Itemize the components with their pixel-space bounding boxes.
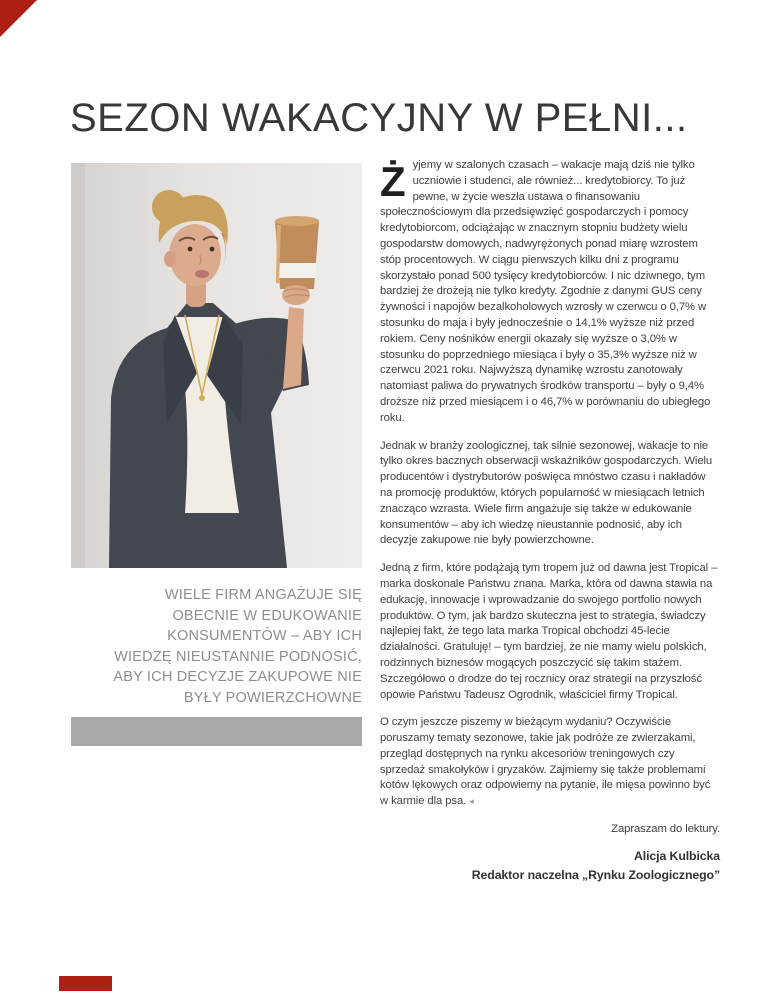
red-corner-accent [0, 0, 37, 37]
drop-cap: Ż [380, 158, 406, 205]
paragraph-text: yjemy w szalonych czasach – wakacje mają dziś nie tylko uczniowie i studenci, ale również... kredytobiorcy. To już pewne, w życie weszła ustawa o finansowaniu społecznościowym dla przedsięwzięć gospodarczych i pomocy kredytobiorcom, odciążając w znacznym stopniu budżety wielu gospodarstw domowych, nadwyrężonych ponad miarę wzrostem stóp procentowych. W ciągu pierwszych kilku dni z programu skorzystało ponad 500 tysięcy kredytobiorców. I nic dziwnego, tym bardziej że drożeją nie tylko kredyty. Zgodnie z danymi GUS ceny żywności i napojów bezalkoholowych wzrosły w czerwcu o 0,7% w stosunku do maja i były jednocześnie o 14,1% wyższe niż przed rokiem. Ceny nośników energii okazały się wyższe o 3,0% w stosunku do poprzedniego miesiąca i były o 35,3% wyższe niż w czerwcu 2021 roku. Najwyższą dynamikę wzrostu zanotowały natomiast paliwa do prywatnych środków transportu – były o 9,4% droższe niż przed miesiącem i o 46,7% w porównaniu do ubiegłego roku. [380, 159, 711, 424]
pull-quote-line: OBECNIE W EDUKOWANIE [172, 607, 362, 624]
page-title: SEZON WAKACYJNY W PEŁNI... [70, 96, 688, 140]
left-column [71, 163, 362, 746]
pull-quote-line: KONSUMENTÓW – ABY ICH [167, 628, 362, 644]
pull-quote-line: BYŁY POWIERZCHOWNE [183, 689, 362, 706]
article-paragraph: Jedną z firm, które podążają tym tropem już od dawna jest Tropical – marka doskonale Państwu znana. Marka, która od dawna stawia na edukację, innowacje i wprowadzanie do swojego portfolio nowych produktów. O tym, jak bardzo skuteczna jest to strategia, świadczy najlepiej fakt, że tego lata marka Tropical obchodzi 45-lecie działalności. Gratuluję! – tym bardziej, że nie mamy wielu polskich, rodzinnych biznesów mogących poszczycić się takim stażem. Szczegółowo o drodze do tej rocznicy oraz strategii na przyszłość opowie Państwu Tadeusz Ogrodnik, właściciel firmy Tropical. [380, 562, 718, 701]
pull-quote-line: WIEDZĘ NIEUSTANNIE PODNOSIĆ, [114, 648, 362, 665]
editor-photo [71, 163, 362, 568]
signature-name: Alicja Kulbicka [634, 848, 720, 863]
article-paragraph [380, 158, 720, 427]
pull-quote-line: ABY ICH DECYZJE ZAKUPOWE NIE [113, 669, 362, 685]
article-paragraph [380, 715, 720, 810]
red-footer-bar [59, 976, 112, 991]
closing-line: Zapraszam do lektury. [611, 823, 720, 836]
pull-quote-line: WIELE FIRM ANGAŻUJE SIĘ [164, 587, 362, 603]
signature-block [380, 847, 720, 885]
article-paragraph: Jednak w branży zoologicznej, tak silnie sezonowej, wakacje to nie tylko okres bacznych obserwacji wskaźników gospodarczych. Wielu producentów i dystrybutorów poświęca mnóstwo czasu i nakładów na promocję produktów, których popularność w miesiącach letnich znacząco wzrasta. Wiele firm angażuje się także w edukowanie konsumentów – aby ich wiedzę nieustannie podnosić, aby ich decyzje zakupowe nie były powierzchowne. [380, 439, 713, 547]
article-body [380, 158, 720, 885]
pull-quote [71, 585, 362, 708]
paragraph-text: O czym jeszcze piszemy w bieżącym wydaniu? Oczywiście poruszamy tematy sezonowe, takie jak podróże ze zwierzakami, przegląd dostępnych na rynku akcesoriów treningowych czy sprzedaż smakołyków i gryzaków. Zajmiemy się także problemami kotów lękowych oraz odpowiemy na pytanie, ile mięsa powinno być w karmie dla psa. [380, 716, 711, 808]
end-of-article-icon: ◂ [469, 796, 474, 807]
signature-role: Redaktor naczelna „Rynku Zoologicznego” [471, 867, 720, 882]
gray-divider-bar [71, 717, 362, 746]
